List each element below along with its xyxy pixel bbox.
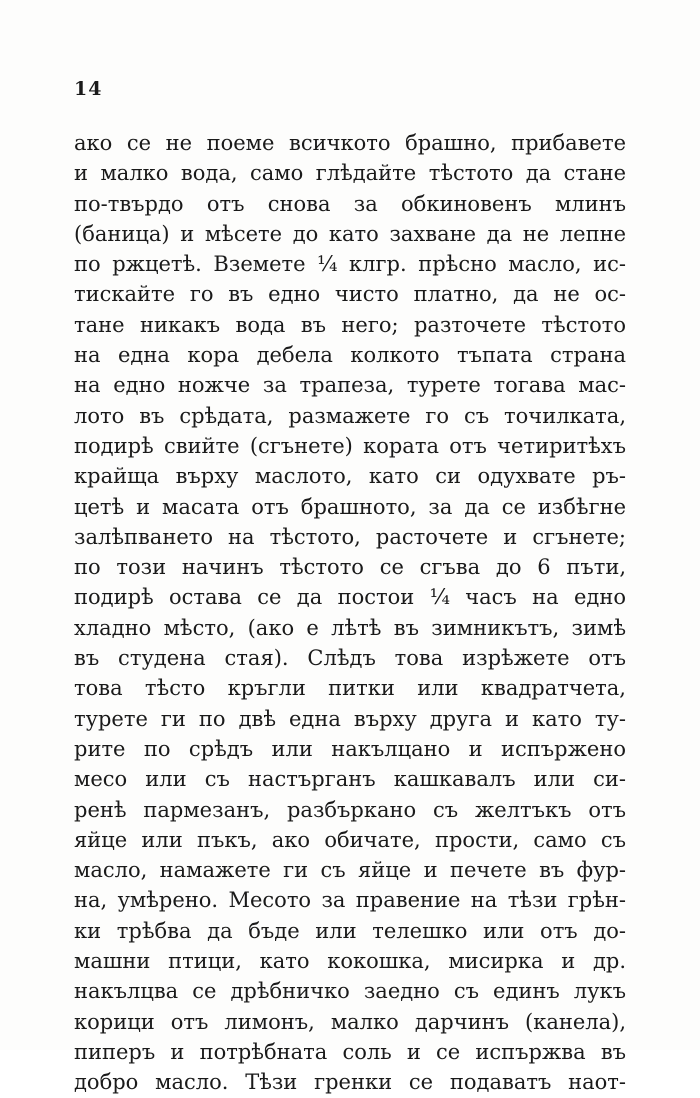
text-line: подирѣ остава се да постои ¼ часъ на едно bbox=[74, 585, 626, 610]
text-line: пиперъ и потрѣбната соль и се испържва въ bbox=[74, 1039, 626, 1064]
text-line: хладно мѣсто, (ако е лѣтѣ въ зимникътъ, зимѣ bbox=[74, 615, 626, 640]
text-line: машни птици, като кокошка, мисирка и др. bbox=[74, 949, 626, 974]
text-line: това тѣсто кръгли питки или квадратчета, bbox=[74, 676, 626, 701]
body-text bbox=[74, 128, 626, 1098]
page-number: 14 bbox=[74, 78, 103, 100]
text-line: на, умѣрено. Месото за правение на тѣзи грѣн- bbox=[74, 888, 626, 913]
text-line: цетѣ и масата отъ брашното, за да се избѣгне bbox=[74, 494, 626, 519]
text-line: корици отъ лимонъ, малко дарчинъ (канела), bbox=[74, 1009, 626, 1034]
text-line: на едно ножче за трапеза, турете тогава мас- bbox=[74, 373, 626, 398]
text-line: на една кора дебела колкото тъпата страна bbox=[74, 343, 626, 368]
text-line: и малко вода, само глѣдайте тѣстото да стане bbox=[74, 161, 626, 186]
text-line: турете ги по двѣ една върху друга и като ту- bbox=[74, 706, 626, 731]
text-line: подирѣ свийте (сгънете) кората отъ четиритѣхъ bbox=[74, 433, 626, 458]
text-line: рите по срѣдъ или накълцано и испържено bbox=[74, 736, 626, 761]
text-line: залѣпването на тѣстото, расточете и сгънете; bbox=[74, 524, 626, 549]
text-line: лото въ срѣдата, размажете го съ точилката, bbox=[74, 403, 626, 428]
text-line: ки трѣбва да бъде или телешко или отъ до- bbox=[74, 918, 626, 943]
text-line: месо или съ настърганъ кашкавалъ или си- bbox=[74, 767, 626, 792]
text-line: тане никакъ вода въ него; разточете тѣстото bbox=[74, 312, 626, 337]
text-line: накълцва се дрѣбничко заедно съ единъ лукъ bbox=[74, 979, 626, 1004]
text-line: крайща върху маслото, като си одухвате ръ- bbox=[74, 464, 626, 489]
text-line: (баница) и мѣсете до като захване да не лепне bbox=[74, 221, 626, 246]
text-line: ренѣ пармезанъ, разбъркано съ желтъкъ отъ bbox=[74, 797, 626, 822]
text-line: по този начинъ тѣстото се сгъва до 6 пъти, bbox=[74, 555, 626, 580]
text-line: по-твърдо отъ снова за обкиновенъ млинъ bbox=[74, 191, 626, 216]
text-line: добро масло. Тѣзи гренки се подаватъ наот- bbox=[74, 1070, 626, 1095]
text-line: въ студена стая). Слѣдъ това изрѣжете отъ bbox=[74, 646, 626, 671]
text-line: яйце или пъкъ, ако обичате, прости, само съ bbox=[74, 827, 626, 852]
text-line: тискайте го въ едно чисто платно, да не ос- bbox=[74, 282, 626, 307]
text-line: по ржцетѣ. Вземете ¼ клгр. прѣсно масло, ис- bbox=[74, 252, 626, 277]
text-line: масло, намажете ги съ яйце и печете въ фур- bbox=[74, 858, 626, 883]
text-line: ако се не поеме всичкото брашно, прибавете bbox=[74, 131, 626, 155]
